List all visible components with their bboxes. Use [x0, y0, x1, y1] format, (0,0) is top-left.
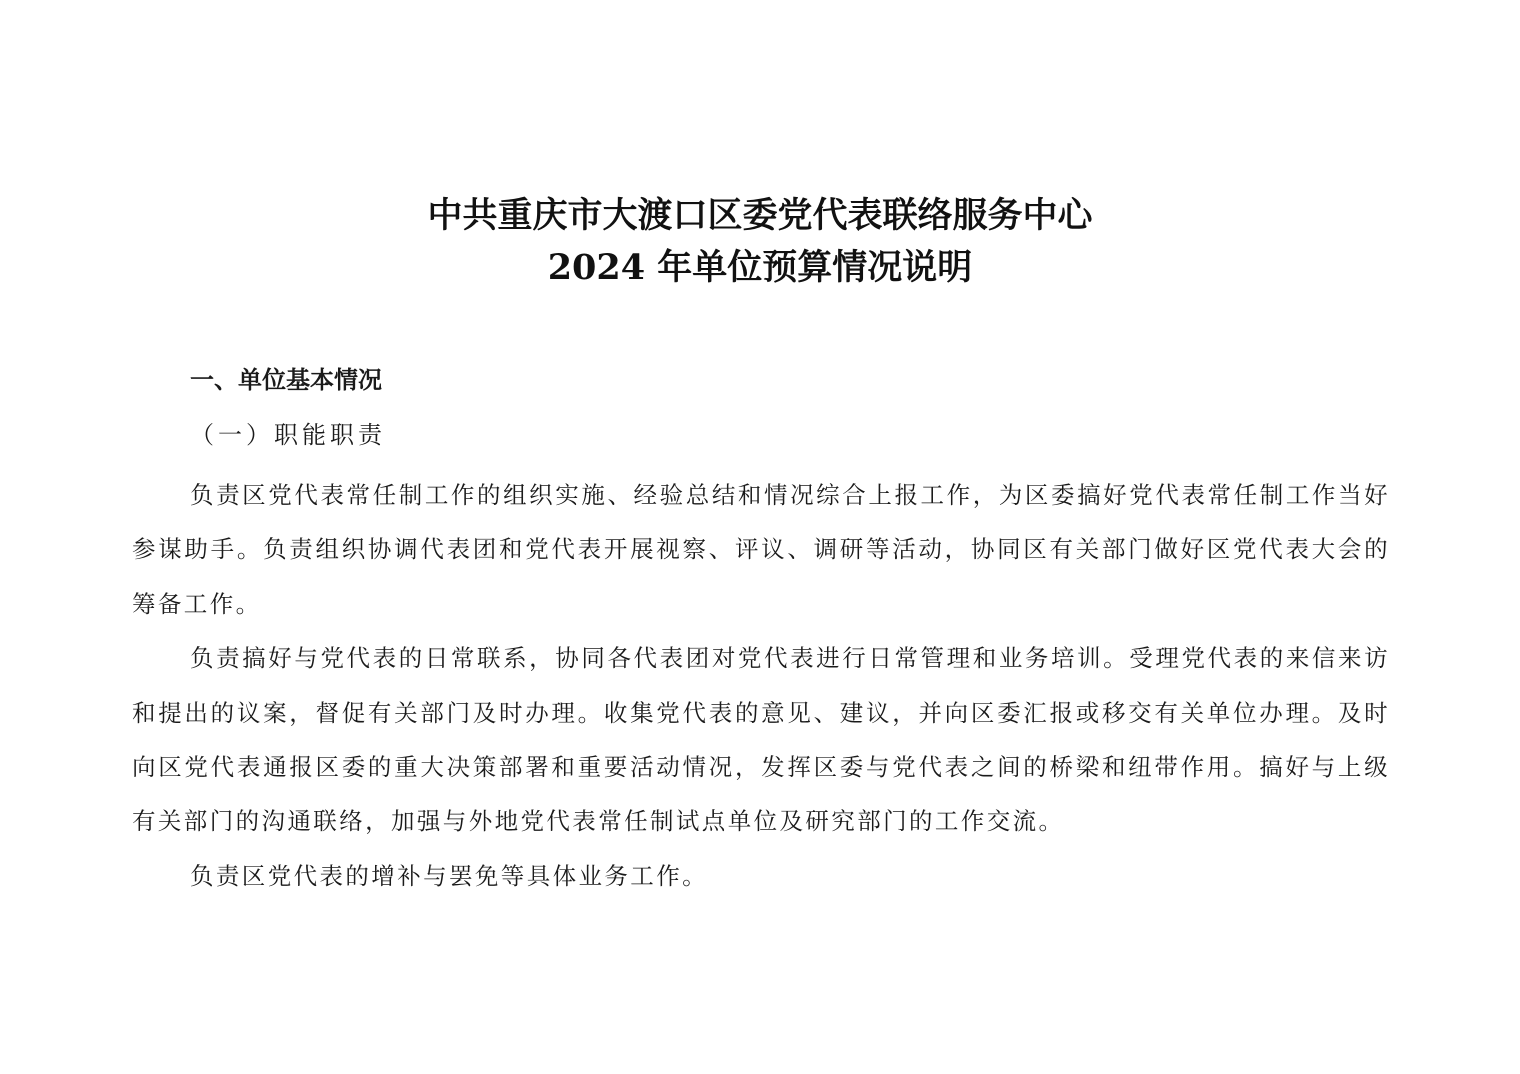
paragraph: 负责搞好与党代表的日常联系，协同各代表团对党代表进行日常管理和业务培训。受理党代表的来信来访和提出的议案，督促有关部门及时办理。收集党代表的意见、建议，并向区委汇报或移交有关单位办理。及时向区党代表通报区委的重大决策部署和重要活动情况，发挥区委与党代表之间的桥梁和纽带作用。搞好与上级有关部门的沟通联络，加强与外地党代表常任制试点单位及研究部门的工作交流。	[132, 644, 1390, 836]
title-line-1: 中共重庆市大渡口区委党代表联络服务中心	[427, 195, 1093, 236]
section-heading: 一、单位基本情况	[190, 366, 382, 394]
paragraph: 负责区党代表的增补与罢免等具体业务工作。	[190, 861, 708, 890]
document-body	[132, 468, 1390, 903]
subsection-heading: （一）职能职责	[190, 421, 386, 449]
document-title	[0, 190, 1520, 294]
title-line-2: 2024 年单位预算情况说明	[547, 247, 973, 288]
paragraph: 负责区党代表常任制工作的组织实施、经验总结和情况综合上报工作，为区委搞好党代表常任制工作当好参谋助手。负责组织协调代表团和党代表开展视察、评议、调研等活动，协同区有关部门做好区党代表大会的筹备工作。	[132, 481, 1390, 618]
